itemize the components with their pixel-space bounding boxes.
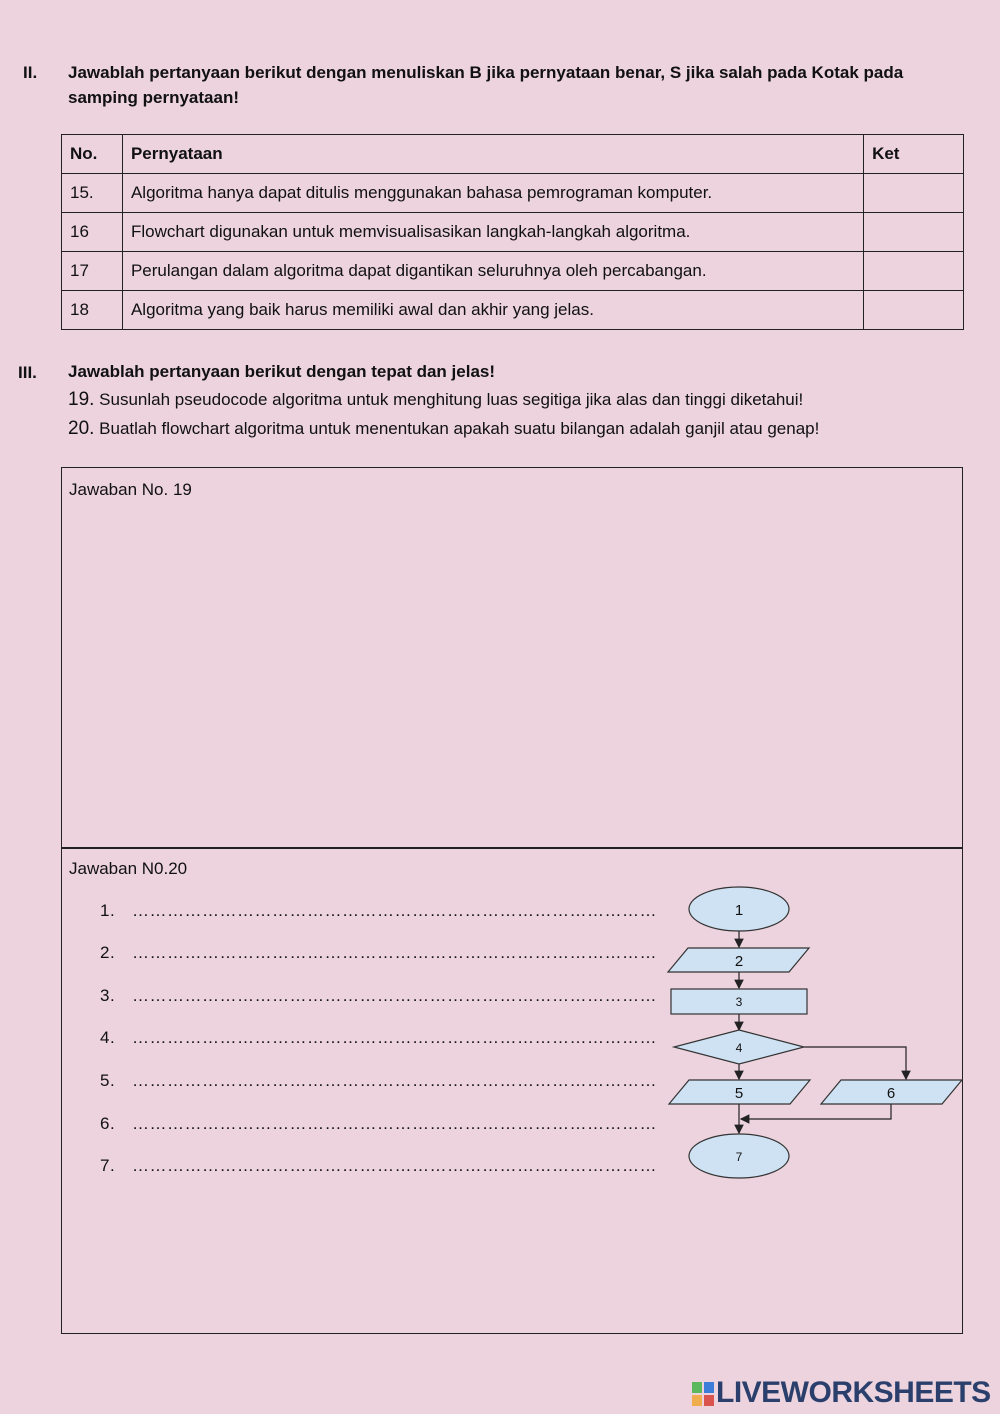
row-statement: Algoritma yang baik harus memiliki awal dan akhir yang jelas. <box>122 291 863 330</box>
flow-label-2: 2 <box>734 953 744 970</box>
answer-line-blank[interactable]: ……………………………………………………………………………… <box>132 1114 657 1133</box>
row-no: 18 <box>62 291 123 330</box>
answer-line-blank[interactable]: ……………………………………………………………………………… <box>132 986 657 1005</box>
answer-line-number: 6. <box>100 1114 116 1133</box>
row-no: 16 <box>62 213 123 252</box>
flow-arrow-6-merge <box>741 1104 891 1119</box>
answer-line-number: 2. <box>100 943 116 962</box>
section-3-instruction: Jawablah pertanyaan berikut dengan tepat dan jelas! <box>68 362 496 381</box>
answer-line-blank[interactable]: ……………………………………………………………………………… <box>132 943 657 962</box>
flow-label-5: 5 <box>734 1085 744 1102</box>
flow-label-6: 6 <box>886 1085 896 1102</box>
row-statement: Flowchart digunakan untuk memvisualisasikan langkah-langkah algoritma. <box>122 213 863 252</box>
flow-label-1: 1 <box>734 902 744 919</box>
answer-line-blank[interactable]: ……………………………………………………………………………… <box>132 1071 657 1090</box>
section-3-numeral: III. <box>18 363 37 382</box>
header-ket: Ket <box>864 135 964 174</box>
row-statement: Algoritma hanya dapat ditulis menggunakan bahasa pemrograman komputer. <box>122 174 863 213</box>
question-number: 19. <box>68 389 95 410</box>
answer-20-label: Jawaban N0.20 <box>69 859 188 878</box>
logo-text: LIVEWORKSHEETS <box>716 1376 991 1409</box>
flow-label-7: 7 <box>735 1150 743 1164</box>
answer-line-number: 3. <box>100 986 116 1005</box>
row-no: 15. <box>62 174 123 213</box>
answer-line-number: 7. <box>100 1156 116 1175</box>
answer-19-label: Jawaban No. 19 <box>69 480 192 499</box>
section-2-numeral: II. <box>23 63 38 82</box>
flow-label-3: 3 <box>735 995 743 1009</box>
header-no: No. <box>62 135 123 174</box>
question-number: 20. <box>68 418 95 439</box>
row-no: 17 <box>62 252 123 291</box>
answer-line-blank[interactable]: ……………………………………………………………………………… <box>132 901 657 920</box>
answer-line-blank[interactable]: ……………………………………………………………………………… <box>132 1028 657 1047</box>
liveworksheets-logo <box>692 1376 991 1410</box>
section-2-instruction: Jawablah pertanyaan berikut dengan menuliskan B jika pernyataan benar, S jika salah pada Kotak pada samping pernyataan! <box>68 63 904 107</box>
flow-label-4: 4 <box>735 1041 743 1055</box>
question-text: Susunlah pseudocode algoritma untuk menghitung luas segitiga jika alas dan tinggi diketahui! <box>99 390 804 409</box>
row-statement: Perulangan dalam algoritma dapat digantikan seluruhnya oleh percabangan. <box>122 252 863 291</box>
flow-arrow-4-6 <box>804 1047 906 1079</box>
answer-line-number: 1. <box>100 901 116 920</box>
header-statement: Pernyataan <box>122 135 863 174</box>
logo-grid-icon <box>692 1382 714 1406</box>
answer-line-number: 4. <box>100 1028 116 1047</box>
answer-line-blank[interactable]: ……………………………………………………………………………… <box>132 1156 657 1175</box>
answer-line-number: 5. <box>100 1071 116 1090</box>
question-text: Buatlah flowchart algoritma untuk menentukan apakah suatu bilangan adalah ganjil atau genap! <box>99 419 820 438</box>
